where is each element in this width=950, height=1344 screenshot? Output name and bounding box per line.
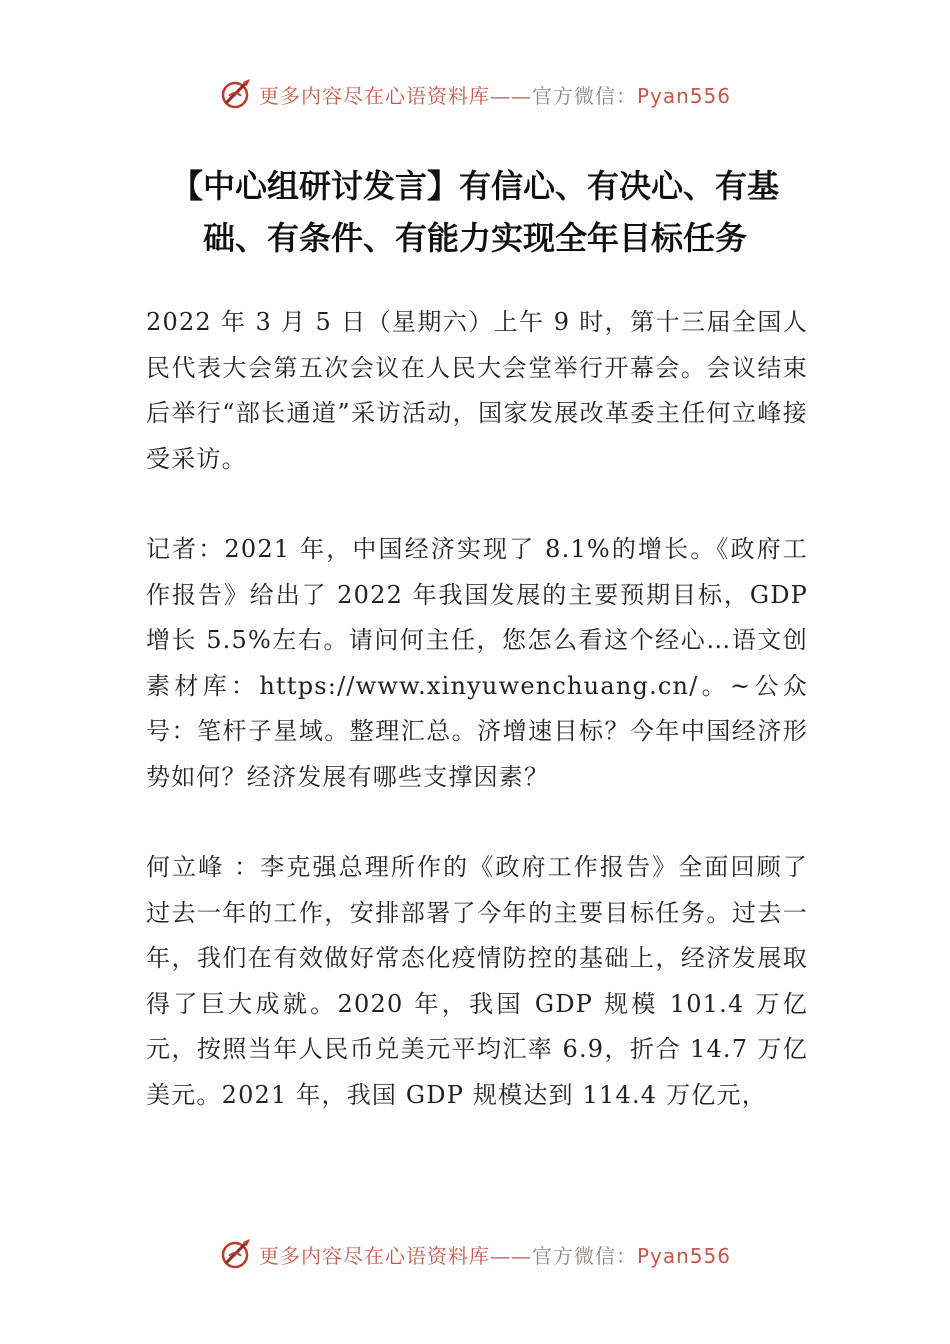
banner-wechat-label: 官方微信： — [531, 83, 637, 108]
banner-dash: —— — [489, 1243, 532, 1268]
banner-wechat-label: 官方微信： — [531, 1243, 637, 1268]
banner-dash: —— — [489, 83, 532, 108]
title-line-2: 础、有条件、有能力实现全年目标任务 — [202, 219, 747, 257]
footer-banner — [0, 1234, 950, 1274]
banner-text — [259, 80, 731, 109]
banner-main-text: 更多内容尽在心语资料库 — [258, 83, 490, 108]
header-banner — [0, 74, 950, 114]
document-body — [146, 300, 808, 1163]
paragraph-answer: 何立峰 ：李克强总理所作的《政府工作报告》全面回顾了过去一年的工作，安排部署了今年的主要目标任务。过去一年，我们在有效做好常态化疫情防控的基础上，经济发展取得了巨大成就。2020 年，我国 GDP 规模 101.4 万亿元，按照当年人民币兑美元平均汇率 6.9，折合 14.7 万亿美元。2021 年，我国 GDP 规模达到 114.4 万亿元， — [146, 853, 808, 1109]
banner-wechat-id: Pyan556 — [636, 1243, 731, 1268]
document-title — [100, 160, 850, 264]
banner-main-text: 更多内容尽在心语资料库 — [258, 1243, 490, 1268]
banner-wechat-id: Pyan556 — [636, 83, 731, 108]
paragraph-intro: 2022 年 3 月 5 日（星期六）上午 9 时，第十三届全国人民代表大会第五次会议在人民大会堂举行开幕会。会议结束后举行“部长通道”采访活动，国家发展改革委主任何立峰接受采访。 — [146, 308, 808, 473]
title-line-1: 【中心组研讨发言】有信心、有决心、有基 — [170, 167, 779, 205]
paragraph-question: 记者：2021 年，中国经济实现了 8.1%的增长。《政府工作报告》给出了 2022 年我国发展的主要预期目标，GDP 增长 5.5%左右。请问何主任，您怎么看这个经心…语文创素材库：https://www.xinyuwenchuang.cn/。~公众号：笔杆子星域。整理汇总。济增速目标？今年中国经济形势如何？经济发展有哪些支撑因素？ — [146, 535, 808, 791]
banner-text — [259, 1240, 731, 1269]
brush-logo-icon — [219, 76, 255, 112]
brush-logo-icon — [219, 1236, 255, 1272]
